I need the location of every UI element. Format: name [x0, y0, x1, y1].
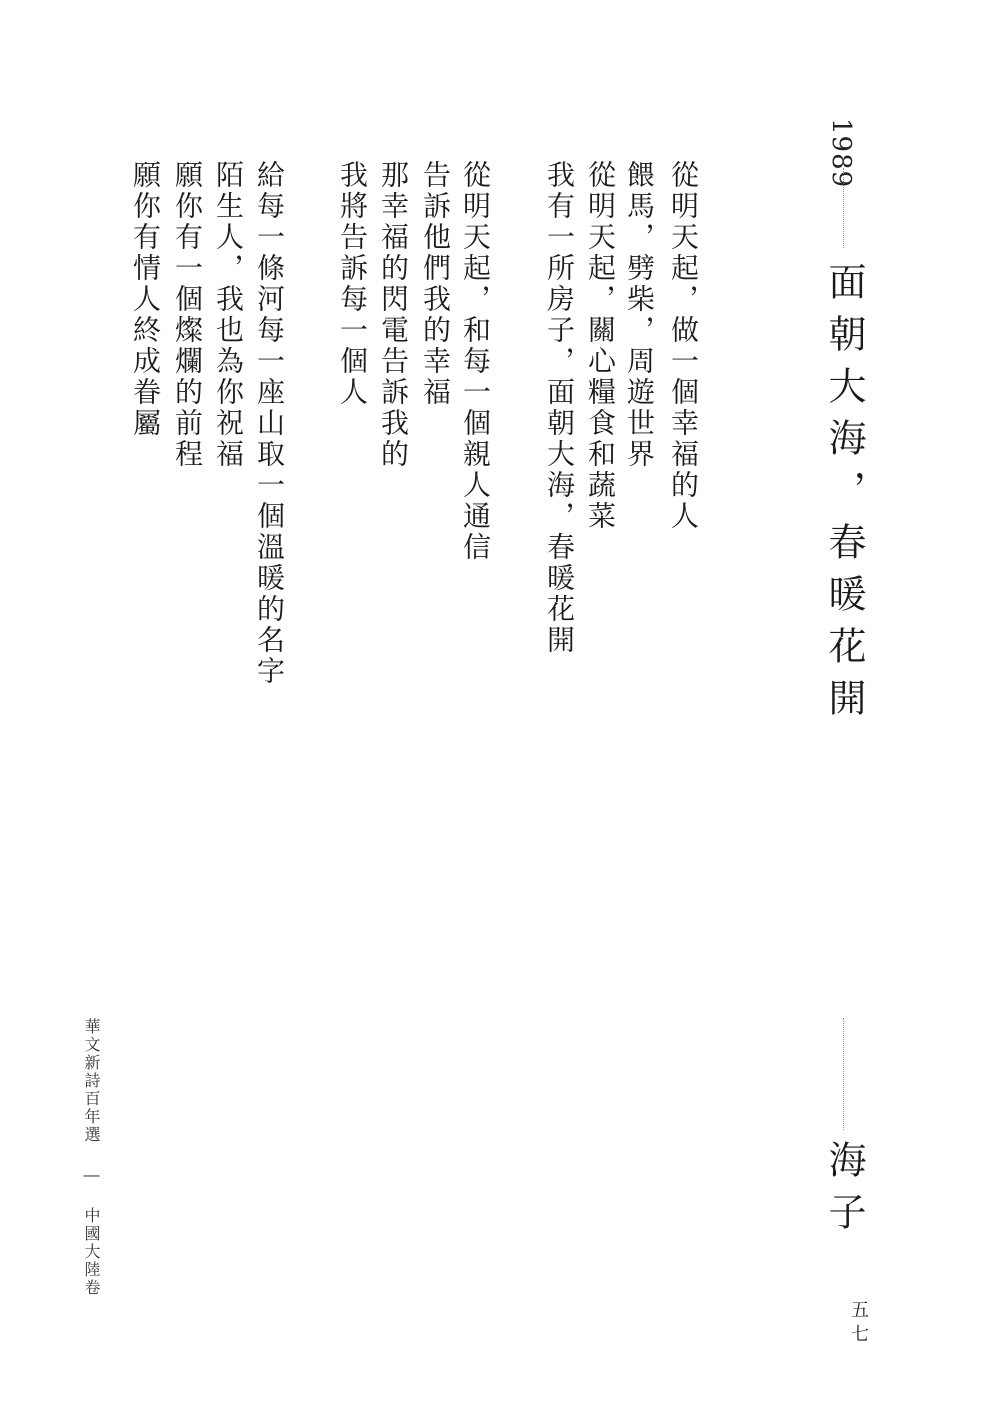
- poem-line: 願你有一個燦爛的前程: [171, 160, 204, 470]
- poem-line: 告訴他們我的幸福: [419, 160, 452, 408]
- poem-line: 我將告訴每一個人: [336, 160, 369, 408]
- poem-line: 那幸福的閃電告訴我的: [377, 160, 410, 470]
- poem-line: 從明天起，和每一個親人通信: [459, 160, 492, 563]
- poem-line: 從明天起，做一個幸福的人: [667, 160, 700, 532]
- header-dotted-rule: [843, 168, 844, 248]
- poem-line: 從明天起，關心糧食和蔬菜: [584, 160, 617, 532]
- poem-line: 餵馬，劈柴，周遊世界: [623, 160, 656, 470]
- poem-title: 面朝大海，春暖花開: [822, 262, 866, 730]
- poem-line: 我有一所房子，面朝大海，春暖花開: [543, 160, 576, 656]
- poem-line: 陌生人，我也為你祝福: [212, 160, 245, 470]
- year-label: 1989: [826, 118, 856, 189]
- book-title: 華文新詩百年選 ― 中國大陸卷: [82, 1018, 101, 1297]
- poem-author: 海子: [822, 1140, 866, 1244]
- poem-line: 願你有情人終成眷屬: [129, 160, 162, 439]
- author-dotted-rule: [843, 1018, 844, 1130]
- poem-line: 給每一條河每一座山取一個溫暖的名字: [253, 160, 286, 687]
- page-number: 五七: [848, 1300, 869, 1348]
